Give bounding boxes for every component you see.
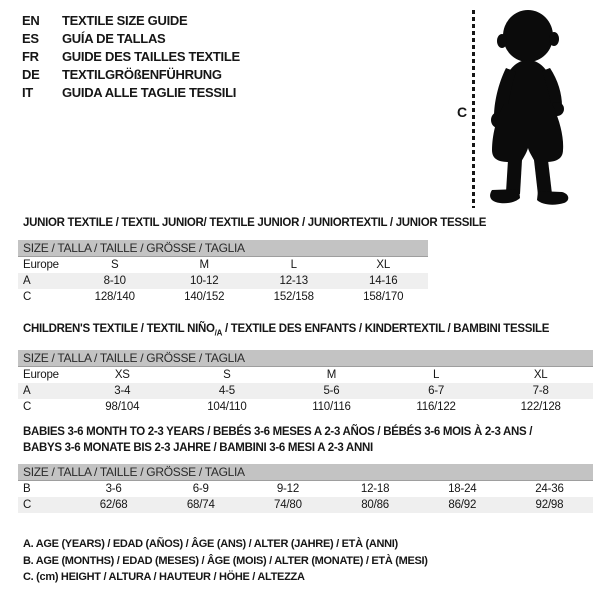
baby-silhouette-icon [481, 8, 579, 210]
row-label: A [23, 275, 31, 287]
height-cell: 158/170 [363, 291, 404, 303]
height-cell: 62/68 [99, 499, 128, 511]
size-cell: S [111, 259, 119, 271]
size-cell: S [223, 369, 231, 382]
language-row-es [22, 30, 240, 48]
table-row-age-months [18, 481, 593, 497]
children-size-table [18, 322, 593, 415]
age-cell: 9-12 [276, 483, 300, 495]
height-cell: 68/74 [186, 499, 215, 511]
guide-title: TEXTILGRÖßENFÜHRUNG [62, 67, 222, 82]
size-cell: M [326, 369, 337, 382]
age-cell: 5-6 [323, 385, 340, 398]
size-header-bar: SIZE / TALLA / TAILLE / GRÖSSE / TAGLIA [18, 350, 593, 367]
size-cell: L [290, 259, 297, 271]
height-cell: 86/92 [448, 499, 477, 511]
language-code: FR [22, 49, 39, 64]
row-label: C [23, 499, 32, 511]
height-measure-figure [455, 8, 585, 210]
title-subscript: /A [214, 328, 223, 338]
size-cell: XS [114, 369, 130, 382]
children-table-title [23, 322, 593, 340]
language-row-fr [22, 48, 240, 66]
table-row-height [18, 497, 593, 513]
table-row-height [18, 289, 428, 305]
age-cell: 8-10 [103, 275, 126, 287]
legend-age-months: B. AGE (MONTHS) / EDAD (MESES) / ÂGE (MOIS) / ALTER (MONATE) / ETÀ (MESI) [23, 554, 428, 567]
age-cell: 24-36 [535, 483, 564, 495]
height-cell: 104/110 [207, 401, 247, 414]
guide-title: TEXTILE SIZE GUIDE [62, 13, 188, 28]
height-cell: 80/86 [361, 499, 389, 511]
guide-title: GUÍA DE TALLAS [62, 31, 166, 46]
language-title-list [22, 12, 240, 102]
babies-table-title-line2: BABYS 3-6 MONATE BIS 2-3 JAHRE / BAMBINI 3-6 MESI A 2-3 ANNI [23, 442, 373, 454]
junior-table-title: JUNIOR TEXTILE / TEXTIL JUNIOR/ TEXTILE JUNIOR / JUNIORTEXTIL / JUNIOR TESSILE [23, 217, 487, 229]
size-cell: M [199, 259, 209, 271]
language-code: IT [22, 85, 33, 100]
age-cell: 10-12 [190, 275, 219, 287]
height-cell: 98/104 [105, 401, 140, 414]
table-row-age [18, 383, 593, 399]
junior-size-table [18, 216, 487, 305]
age-cell: 7-8 [532, 385, 549, 398]
age-cell: 12-18 [360, 483, 390, 495]
row-label: C [23, 401, 32, 414]
language-row-de [22, 66, 240, 84]
height-cell: 140/152 [184, 291, 225, 303]
guide-title: GUIDE DES TAILLES TEXTILE [62, 49, 240, 64]
row-label: A [23, 385, 31, 398]
size-cell: XL [533, 369, 548, 382]
language-code: EN [22, 13, 40, 28]
language-code: ES [22, 31, 39, 46]
height-dashed-line [472, 10, 475, 208]
height-cell: 110/116 [312, 401, 351, 414]
table-row-age [18, 273, 428, 289]
row-label: C [23, 291, 32, 303]
age-cell: 4-5 [218, 385, 235, 398]
age-cell: 12-13 [279, 275, 308, 287]
size-header-bar: SIZE / TALLA / TAILLE / GRÖSSE / TAGLIA [18, 464, 593, 481]
babies-size-table [18, 424, 593, 513]
height-cell: 74/80 [274, 499, 302, 511]
title-text: / TEXTILE DES ENFANTS / KINDERTEXTIL / BAMBINI TESSILE [222, 323, 550, 335]
language-row-it [22, 84, 240, 102]
size-cell: XL [376, 259, 391, 271]
table-row-europe [18, 257, 428, 273]
size-cell: L [432, 369, 440, 382]
legend [23, 536, 428, 586]
age-cell: 3-4 [114, 385, 131, 398]
row-label: B [23, 483, 31, 495]
height-measure-label: C [457, 104, 468, 120]
table-row-height [18, 399, 593, 415]
age-cell: 6-9 [192, 483, 209, 495]
age-cell: 18-24 [448, 483, 477, 495]
babies-table-title-line1: BABIES 3-6 MONTH TO 2-3 YEARS / BEBÉS 3-6 MESES A 2-3 AÑOS / BÉBÉS 3-6 MOIS À 2-3 ANS / [23, 426, 533, 438]
legend-height: C. (cm) HEIGHT / ALTURA / HAUTEUR / HÖHE / ALTEZZA [23, 571, 305, 583]
size-header-bar: SIZE / TALLA / TAILLE / GRÖSSE / TAGLIA [18, 240, 428, 257]
language-code: DE [22, 67, 40, 82]
height-cell: 116/122 [416, 401, 456, 414]
age-cell: 3-6 [105, 483, 122, 495]
table-row-europe [18, 367, 593, 383]
legend-age-years: A. AGE (YEARS) / EDAD (AÑOS) / ÂGE (ANS) / ALTER (JAHRE) / ETÀ (ANNI) [23, 538, 398, 550]
age-cell: 14-16 [369, 275, 398, 287]
height-cell: 92/98 [535, 499, 564, 511]
height-cell: 152/158 [273, 291, 314, 303]
title-text: CHILDREN'S TEXTILE / TEXTIL NIÑO [23, 323, 215, 335]
age-cell: 6-7 [428, 385, 445, 398]
row-label: Europe [23, 259, 59, 271]
row-label: Europe [23, 369, 59, 382]
height-cell: 122/128 [520, 401, 561, 414]
language-row-en [22, 12, 240, 30]
guide-title: GUIDA ALLE TAGLIE TESSILI [62, 85, 237, 100]
height-cell: 128/140 [94, 291, 135, 303]
